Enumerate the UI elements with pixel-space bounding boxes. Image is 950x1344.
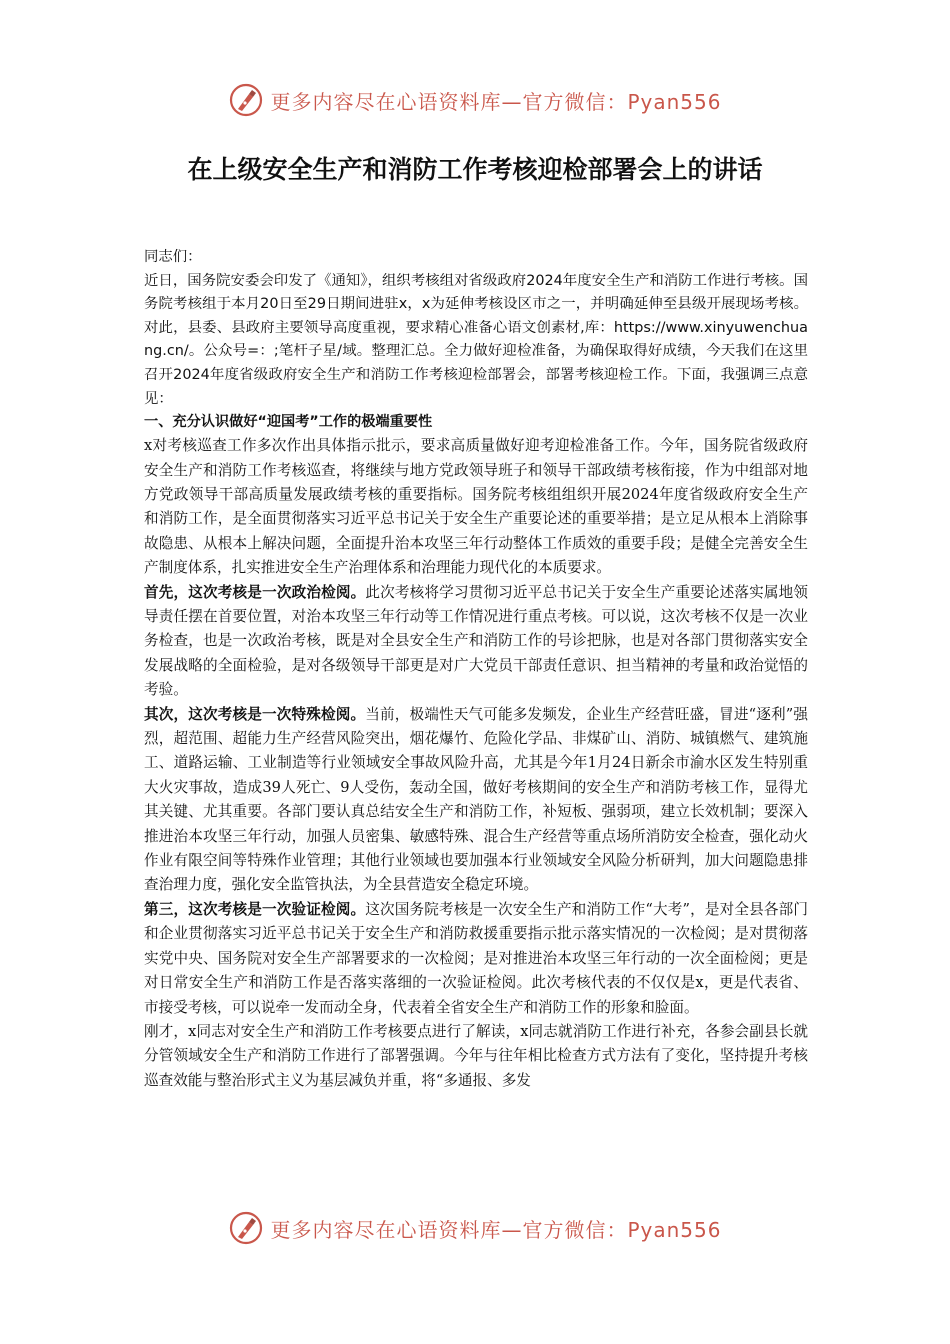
point-1-lead: 首先，这次考核是一次政治检阅。 [144,583,366,601]
watermark-text: 更多内容尽在心语资料库—官方微信：Pyan556 [270,1217,722,1242]
document-body [144,246,808,1093]
pen-nib-logo-icon [228,82,264,118]
point-2-body: 当前，极端性天气可能多发频发，企业生产经营旺盛，冒进“逐利”强烈，超范围、超能力生产经营风险突出，烟花爆竹、危险化学品、非煤矿山、消防、城镇燃气、建筑施工、道路运输、工业制造等行业领域安全事故风险升高，尤其是今年1月24日新余市渝水区发生特别重大火灾事故，造成39人死亡、9人受伤，轰动全国，做好考核期间的安全生产和消防考核工作，显得尤其关键、尤其重要。各部门要认真总结安全生产和消防工作，补短板、强弱项，建立长效机制；要深入推进治本攻坚三年行动，加强人员密集、敏感特殊、混合生产经营等重点场所消防安全检查，强化动火作业有限空间等特殊作业管理；其他行业领域也要加强本行业领域安全风险分析研判，加大问题隐患排查治理力度，强化安全监管执法，为全县营造安全稳定环境。 [144,705,808,894]
salutation: 同志们： [144,249,202,265]
footer-watermark-banner [0,1206,950,1250]
point-2-paragraph [144,703,808,898]
point-3-body: 这次国务院考核是一次安全生产和消防工作“大考”，是对全县各部门和企业贯彻落实习近平总书记关于安全生产和消防救援重要指示批示落实情况的一次检阅；是对贯彻落实党中央、国务院对安全生产部署要求的一次检阅；是对推进治本攻坚三年行动的一次全面检阅；更是对日常安全生产和消防工作是否落实落细的一次验证检阅。此次考核代表的不仅仅是x，更是代表省、市接受考核，可以说牵一发而动全身，代表着全省安全生产和消防工作的形象和脸面。 [144,900,808,1016]
watermark-text: 更多内容尽在心语资料库—官方微信：Pyan556 [270,89,722,114]
pen-nib-logo-icon [228,1210,264,1246]
section-1-paragraph: x对考核巡查工作多次作出具体指示批示，要求高质量做好迎考迎检准备工作。今年，国务院省级政府安全生产和消防工作考核巡查，将继续与地方党政领导班子和领导干部政绩考核衔接，作为中组部对地方党政领导干部高质量发展政绩考核的重要指标。国务院考核组组织开展2024年度省级政府安全生产和消防工作，是全面贯彻落实习近平总书记关于安全生产重要论述的重要举措；是立足从根本上消除事故隐患、从根本上解决问题，全面提升治本攻坚三年行动整体工作质效的重要手段；是健全完善安全生产制度体系，扎实推进安全生产治理体系和治理能力现代化的本质要求。 [144,437,808,577]
point-1-body: 此次考核将学习贯彻习近平总书记关于安全生产重要论述落实属地领导责任摆在首要位置，对治本攻坚三年行动等工作情况进行重点考核。可以说，这次考核不仅是一次业务检查，也是一次政治考核，既是对全县安全生产和消防工作的号诊把脉，也是对各部门贯彻落实安全发展战略的全面检验，是对各级领导干部更是对广大党员干部责任意识、担当精神的考量和政治觉悟的考验。 [144,583,808,699]
point-3-lead: 第三，这次考核是一次验证检阅。 [144,900,366,918]
point-1-paragraph [144,581,808,703]
point-2-lead: 其次，这次考核是一次特殊检阅。 [144,705,366,723]
closing-paragraph: 刚才，x同志对安全生产和消防工作考核要点进行了解读，x同志就消防工作进行补充，各参会副县长就分管领域安全生产和消防工作进行了部署强调。今年与往年相比检查方式方法有了变化，坚持提升考核巡查效能与整治形式主义为基层减负并重，将“多通报、多发 [144,1022,808,1089]
intro-paragraph: 近日，国务院安委会印发了《通知》，组织考核组对省级政府2024年度安全生产和消防工作进行考核。国务院考核组于本月20日至29日期间进驻x，x为延伸考核设区市之一，并明确延伸至县级开展现场考核。对此，县委、县政府主要领导高度重视，要求精心准备心语文创素材,库：https://www.xinyuwenchuang.cn/。公众号=：;笔杆子星/域。整理汇总。全力做好迎检准备，为确保取得好成绩，今天我们在这里召开2024年度省级政府安全生产和消防工作考核迎检部署会，部署考核迎检工作。下面，我强调三点意见： [144,272,808,407]
header-watermark-banner [0,78,950,122]
document-title: 在上级安全生产和消防工作考核迎检部署会上的讲话 [187,155,763,184]
section-1-heading: 一、充分认识做好“迎国考”工作的极端重要性 [144,414,433,431]
point-3-paragraph [144,898,808,1020]
